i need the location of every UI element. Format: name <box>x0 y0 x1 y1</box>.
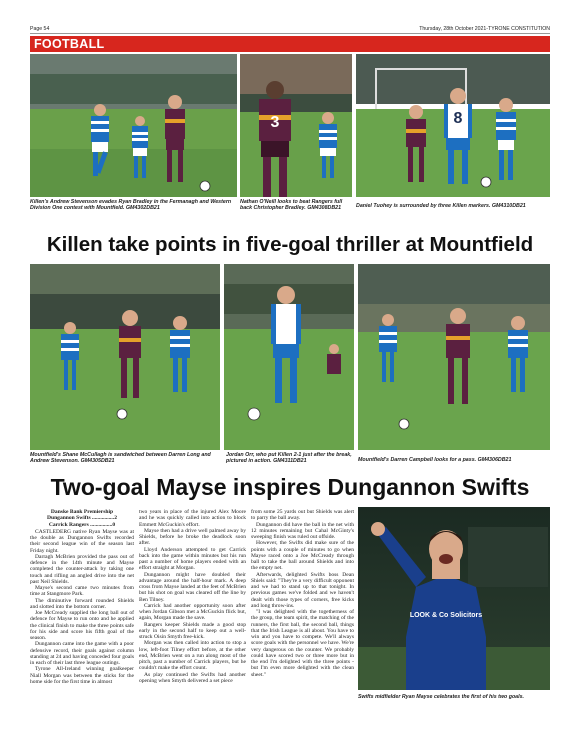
section-bar <box>30 36 550 52</box>
article-column-3 <box>251 509 354 678</box>
article-paragraph: CASTLEDERG native Ryan Mayse was at the double as Dungannon Swifts recorded their second league win of the season last Friday night. <box>30 528 134 554</box>
article-column-1 <box>30 509 134 685</box>
article-paragraph: from some 25 yards out but Shields was alert to parry the ball away. <box>251 509 354 522</box>
header-rule <box>30 33 550 34</box>
article-paragraph: Tyrone All-Ireland winning goalkeeper Niall Morgan was between the sticks for the home side for the first time in almost <box>30 666 134 685</box>
article-paragraph: Mayse's second came two minutes from time at Stangmore Park. <box>30 585 134 598</box>
article-paragraph: two years in place of the injured Alex Moore and he was quickly called into action to block Emmett McGuckin's effort. <box>139 509 246 528</box>
article-paragraph: "I was delighted with the togetherness of the group, the team spirit, the matching of the runners, the first ball, the second ball, things that the Irish League is all about. You have to win and you have to compete. We'll always score goals with the personnel we have. We're very dangerous on the counter. We probably could have scored two or three more but in the end I'm delighted with the three points - but I'm even more delighted with the clean sheet." <box>251 609 354 678</box>
score-away: Carrick Rangers ................0 <box>48 521 116 528</box>
article-paragraph: However, the Swifts did make sure of the points with a couple of minutes to go when Mayse raced onto a Joe McCready through ball to take the ball around Shields and into the empty net. <box>251 540 354 572</box>
article-paragraph: Dungannon came into the game with a poor defensive record, their goals against column standing at 24 and having conceded four goals in each of their last three league outings. <box>30 641 134 667</box>
caption-photo-1: Killen's Andrew Stevenson evades Ryan Bradley in the Fermanagh and Western Division One contest with Mountfield. GM4302DB21 <box>30 199 232 212</box>
caption-photo-4: Mountfield's Shane McCullagh is sandwiched between Darren Long and Andrew Stevenson. GM4305DB21 <box>30 452 211 465</box>
photo-jordan-orr <box>224 264 354 450</box>
photo-tuohey-surrounded <box>356 54 550 197</box>
shirt-number-3: 3 <box>270 114 280 131</box>
article-paragraph: Joe McCready supplied the long ball out of defence for Mayse to run onto and he applied the clinical finish to make the three points safe for his side and score his fifth goal of the season. <box>30 610 134 642</box>
photo-mccullagh-sandwiched <box>30 264 220 450</box>
caption-photo-3: Daniel Tuohey is surrounded by three Killen markers. GM4310DB21 <box>356 203 526 209</box>
photo-ryan-mayse-celebrates <box>358 507 550 690</box>
article-paragraph: Darragh McBrien provided the pass out of defence in the 14th minute and Mayse completed the counter-attack by taking one touch and rifling an angled drive into the net past Neil Shields. <box>30 553 134 585</box>
article-paragraph: The diminutive forward rounded Shields and slotted into the bottom corner. <box>30 597 134 610</box>
caption-photo-6: Mountfield's Darren Campbell looks for a pass. GM4306DB21 <box>358 457 512 463</box>
article-paragraph: Carrick had another opportunity soon after when Jordan Gibson met a McGuckin flick but, again, Morgan made the save. <box>139 602 246 622</box>
headline-killen: Killen take points in five-goal thriller at Mountfield <box>46 233 534 256</box>
article-paragraph: Rangers keeper Shields made a good stop early in the second half to keep out a well-struck Oisin Smyth free-kick. <box>139 621 246 640</box>
article-paragraph: Afterwards, delighted Swifts boss Dean Shiels said: "They're a very difficult opponent and we had to stand up to that tonight. In previous games we've folded and we haven't dealt with those types of corners, free kicks and long throw-ins. <box>251 571 354 609</box>
caption-photo-5: Jordan Orr, who put Killen 2-1 just after the break, pictured in action. GM4311DB21 <box>226 452 352 465</box>
result-box <box>30 509 134 528</box>
photo-oneill-beats-bradley <box>240 54 352 197</box>
article-paragraph: Mayse then had a drive well palmed away by Shields, before he broke the deadlock soon after. <box>139 527 246 547</box>
article-paragraph: Dungannon might have doubled their advantage around the half-hour mark. A deep cross from Mayse landed at the feet of McBrien but his shot on goal was cleared off the line by Ben Tilney. <box>139 571 246 603</box>
article-paragraph: As play continued the Swifts had another opening when Smyth delivered a set piece <box>139 671 246 684</box>
section-label: FOOTBALL <box>34 37 105 51</box>
headline-swifts: Two-goal Mayse inspires Dungannon Swifts <box>50 474 530 500</box>
article-paragraph: Dungannon did have the ball in the net with 12 minutes remaining but Cahal McGinty's sweeping finish was ruled out offside. <box>251 521 354 540</box>
article-paragraph: Lloyd Anderson attempted to get Carrick back into the game within minutes but his run past a number of home players ended with an effort straight at Morgan. <box>139 546 246 572</box>
shirt-number-8: 8 <box>453 110 463 127</box>
article-paragraph: Morgan was then called into action to stop a low, left-foot Tilney effort before, at the other end, McBrien went on a run along most of the pitch, past a number of Carrick players, but he couldn't make the effort count. <box>139 640 246 672</box>
article-column-2 <box>139 509 246 684</box>
page-number: Page 54 <box>30 26 50 32</box>
photo-darren-campbell <box>358 264 550 450</box>
score-home: Dungannon Swifts ................2 <box>47 515 117 522</box>
photo-stevenson-evades-bradley <box>30 54 237 197</box>
issue-date-line: Thursday, 28th October 2021-TYRONE CONSTITUTION <box>419 26 550 32</box>
caption-photo-7: Swifts midfielder Ryan Mayse celebrates the first of his two goals. <box>358 694 525 700</box>
league-name: Danske Bank Premiership <box>50 509 114 515</box>
shirt-sponsor-text: LOOK & Co Solicitors <box>409 612 483 619</box>
caption-photo-2: Nathan O'Neill looks to beat Rangers full back Christopher Bradley. GM4308DB21 <box>240 199 343 212</box>
